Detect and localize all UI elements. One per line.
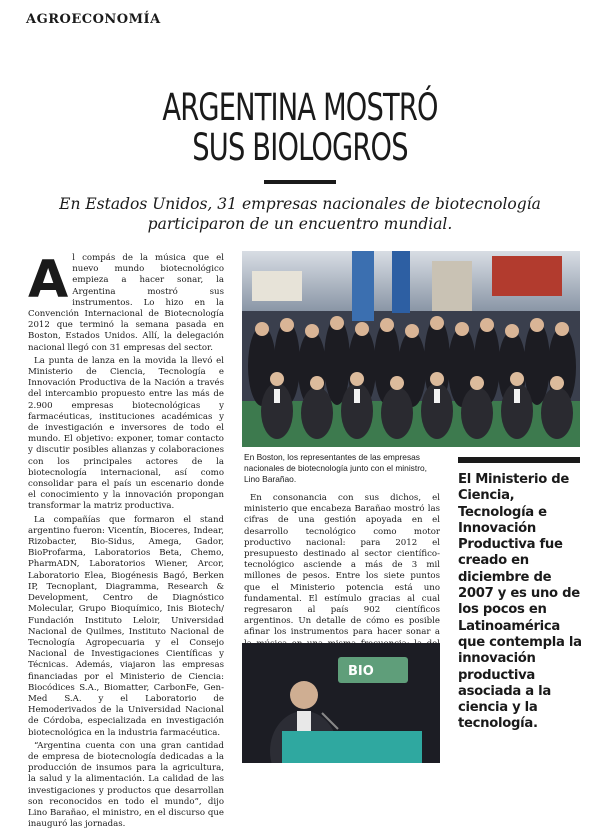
sidebar-quote: El Ministerio de Ciencia, Tecnología e Innovación Productiva fue creado en diciembre de 2007 y es uno de los pocos en Latinoamérica que contempla la innovación productiva asociada a la ciencia y la tecnología. (458, 472, 582, 732)
paragraph (244, 493, 440, 661)
paragraph-text: En consonancia con sus dichos, el ministerio que encabeza Barañao mostró las cifras de una gestión apoyada en el desarrollo tecnológico como motor productivo nacional: para 2012 el presupuesto destinado al sector científico- tecnológico asciende a más de 3 mil millones de pesos. Entre los siete puntos que el Ministerio potencia está uno fundamental. El estímulo gracias al cual regresaron al país 902 científicos argentinos. Un detalle de cómo es posible afinar los instrumentos para hacer sonar a (244, 493, 440, 638)
sidebar-rule (458, 457, 580, 463)
headline-line-2: SUS BIOLOGROS (192, 126, 408, 169)
headline-rule (264, 180, 336, 184)
body-column-2 (244, 493, 440, 661)
group-photo (242, 251, 580, 447)
bio-sign-text: BIO (348, 664, 374, 679)
paragraph-text: l compás de la música que el nuevo mundo biotecnológico empieza a hacer sonar, la Argentina mostró sus instrumentos. Lo hizo en la Convención Internacional de Biotecnología 2012 que terminó la semana pasada en Boston, Estados Unidos. Allí, la delegación nacional llegó con 31 empresas del sector. (28, 253, 224, 353)
dropcap: A (28, 250, 69, 310)
paragraph: La punta de lanza en la movida la llevó el Ministerio de Ciencia, Tecnología e Innovación Productiva de la Nación a través del intercambio propuesto entre las más de 2.900 empresas biotecnológicas y farmacéuticas, instituciones académicas y de investigación e inversores de todo el mundo. El objetivo: exponer, tomar contacto y discutir posibles alianzas y colaboraciones con los principales actores de la biotecnología internacional, así como consolidar para el país un escenario donde el conocimiento y la innovación propongan transformar la matriz productiva. (28, 355, 224, 512)
headline-line-1: ARGENTINA MOSTRÓ (162, 86, 438, 129)
paragraph (28, 250, 224, 354)
body-column-1 (28, 250, 224, 832)
headline (60, 88, 540, 168)
speaker-photo (242, 643, 440, 763)
photo-caption: En Boston, los representantes de las empresas nacionales de biotecnología junto con el ministro, Lino Barañao. (244, 452, 427, 484)
dek: En Estados Unidos, 31 empresas nacionales de biotecnología participaron de un encuentro mundial. (59, 195, 541, 233)
paragraph: La compañías que formaron el stand argentino fueron: Vicentín, Bioceres, Indear, Rizobacter, Bio-Sidus, Amega, Gador, BioProfarma, Laboratorios Beta, Chemo, PharmADN, Laboratorios Wiener, Arcor, Laboratorio Elea, Biogénesis Bagó, Berken IP, Tecnoplant, Diagramma, Research & Development, Centro de Diagnóstico Molecular, Grupo Bioquímico, Inis Biotech/ Fundación Instituto Leloir, Universidad Nacional de Quilmes, Instituto Nacional de Tecnología Agropecuaria y el Consejo Nacional de Investigaciones Científicas y Técnicas. Además, viajaron las empresas financiadas por el Ministerio de Ciencia: Biocódices S.A., Biomatter, CarbonFe, Gen-Med S.A. y el Laboratorio de Hemoderivados de la Universidad Nacional de Córdoba, especializada en investigación biotecnológica en la industria farmacéutica. (28, 514, 224, 738)
paragraph: “Argentina cuenta con una gran cantidad de empresa de biotecnología dedicadas a la producción de insumos para la agricultura, la salud y la alimentación. La calidad de las investigaciones y productos que desarrollan son reconocidos en todo el mundo”, dijo Lino Barañao, el ministro, en el discurso que inauguró las jornadas. (28, 740, 224, 830)
section-label: AGROECONOMÍA (26, 12, 161, 27)
